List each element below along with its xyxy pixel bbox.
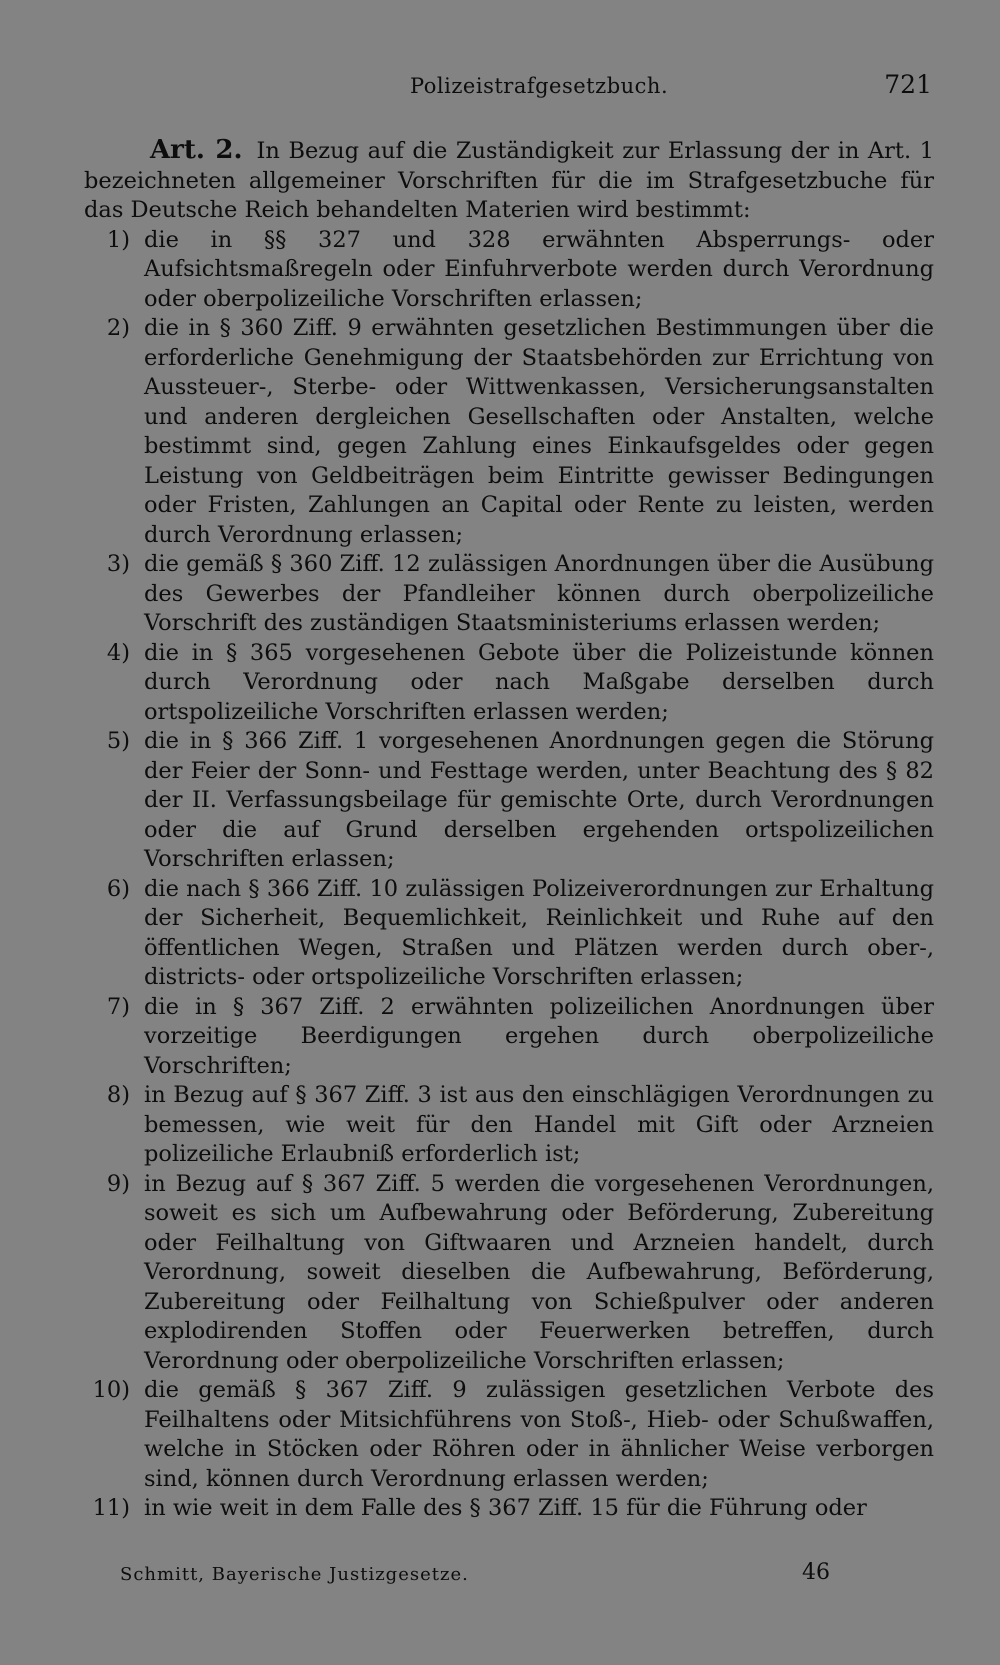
item-text: die gemäß § 367 Ziff. 9 zulässigen gesetzlichen Verbote des Feilhaltens oder Mitsichführens von Stoß-, Hieb- oder Schußwaffen, welche in Stöcken oder Röhren oder in ähnlicher Weise verborgen sind, können durch Verordnung erlassen werden; <box>144 1377 934 1492</box>
item-number: 9) <box>106 1170 130 1197</box>
item-number: 10) <box>92 1377 130 1403</box>
article-body <box>84 136 934 1524</box>
page-footer <box>0 1560 1000 1590</box>
list-item <box>84 1170 934 1377</box>
item-number: 1) <box>106 226 130 253</box>
item-text: die in § 365 vorgesehenen Gebote über die Polizeistunde können durch Verordnung oder nach Maßgabe derselben durch ortspolizeiliche Vorschriften erlassen werden; <box>144 639 934 725</box>
item-number: 5) <box>106 728 130 754</box>
running-title: Polizeistrafgesetzbuch. <box>410 74 669 98</box>
list-item <box>84 1376 934 1494</box>
item-text: in wie weit in dem Falle des § 367 Ziff. 15 für die Führung oder <box>144 1495 867 1521</box>
item-text: die in § 366 Ziff. 1 vorgesehenen Anordnungen gegen die Störung der Feier der Sonn- und Festtage werden, unter Beachtung des § 82 der II. Verfassungsbeilage für gemischte Orte, durch Verordnungen oder die auf Grund derselben ergehenden ortspolizeilichen Vorschriften erlassen; <box>144 728 934 872</box>
item-number: 3) <box>106 551 130 577</box>
list-item <box>84 993 934 1082</box>
item-number: 11) <box>92 1495 130 1521</box>
item-number: 2) <box>106 315 130 341</box>
item-text: die in §§ 327 und 328 erwähnten Absperrungs- oder Aufsichtsmaßregeln oder Einfuhrverbote werden durch Verordnung oder oberpolizeiliche Vorschriften erlassen; <box>144 226 934 312</box>
article-label: Art. 2. <box>150 135 243 165</box>
list-item <box>84 639 934 728</box>
printer-signature: Schmitt, Bayerische Justizgesetze. <box>120 1564 469 1585</box>
page-number: 721 <box>884 70 932 99</box>
sheet-number: 46 <box>802 1560 830 1585</box>
list-item <box>84 314 934 550</box>
item-text: die in § 367 Ziff. 2 erwähnten polizeilichen Anordnungen über vorzeitige Beerdigungen ergehen durch oberpolizeiliche Vorschriften; <box>144 993 934 1079</box>
running-head <box>0 70 1000 106</box>
item-text: die nach § 366 Ziff. 10 zulässigen Polizeiverordnungen zur Erhaltung der Sicherheit, Bequemlichkeit, Reinlichkeit und Ruhe auf den öffentlichen Wegen, Straßen und Plätzen werden durch ober-, districts- oder ortspolizeiliche Vorschriften erlassen; <box>144 875 934 990</box>
list-item <box>84 875 934 993</box>
item-text: die in § 360 Ziff. 9 erwähnten gesetzlichen Bestimmungen über die erforderliche Genehmigung der Staatsbehörden zur Errichtung von Aussteuer-, Sterbe- oder Wittwenkassen, Versicherungsanstalten und anderen dergleichen Gesellschaften oder Anstalten, welche bestimmt sind, gegen Zahlung eines Einkaufsgeldes oder gegen Leistung von Geldbeiträgen beim Eintritte gewisser Bedingungen oder Fristen, Zahlungen an Capital oder Rente zu leisten, werden durch Verordnung erlassen; <box>144 315 934 548</box>
provision-list <box>84 226 934 1524</box>
list-item <box>84 226 934 315</box>
list-item <box>84 727 934 875</box>
item-text: in Bezug auf § 367 Ziff. 5 werden die vorgesehenen Verordnungen, soweit es sich um Aufbewahrung oder Beförderung, Zubereitung oder Feilhaltung von Giftwaaren und Arzneien handelt, durch Verordnung, soweit dieselben die Aufbewahrung, Beförderung, Zubereitung oder Feilhaltung von Schießpulver oder anderen explodirenden Stoffen oder Feuerwerken betreffen, durch Verordnung oder oberpolizeiliche Vorschriften erlassen; <box>144 1170 934 1374</box>
list-item <box>84 1494 934 1524</box>
item-number: 6) <box>106 875 130 902</box>
item-number: 4) <box>106 639 130 666</box>
item-text: in Bezug auf § 367 Ziff. 3 ist aus den einschlägigen Verordnungen zu bemessen, wie weit für den Handel mit Gift oder Arzneien polizeiliche Erlaubniß erforderlich ist; <box>144 1082 934 1167</box>
item-text: die gemäß § 360 Ziff. 12 zulässigen Anordnungen über die Ausübung des Gewerbes der Pfandleiher können durch oberpolizeiliche Vorschrift des zuständigen Staatsministeriums erlassen werden; <box>144 551 934 636</box>
article-intro-text: In Bezug auf die Zuständigkeit zur Erlassung der in Art. 1 bezeichneten allgemeiner Vorschriften für die im Strafgesetzbuche für das Deutsche Reich behandelten Materien wird bestimmt: <box>84 138 934 223</box>
list-item <box>84 550 934 639</box>
article-intro <box>84 136 934 226</box>
item-number: 7) <box>106 993 130 1020</box>
item-number: 8) <box>106 1082 130 1108</box>
list-item <box>84 1081 934 1170</box>
